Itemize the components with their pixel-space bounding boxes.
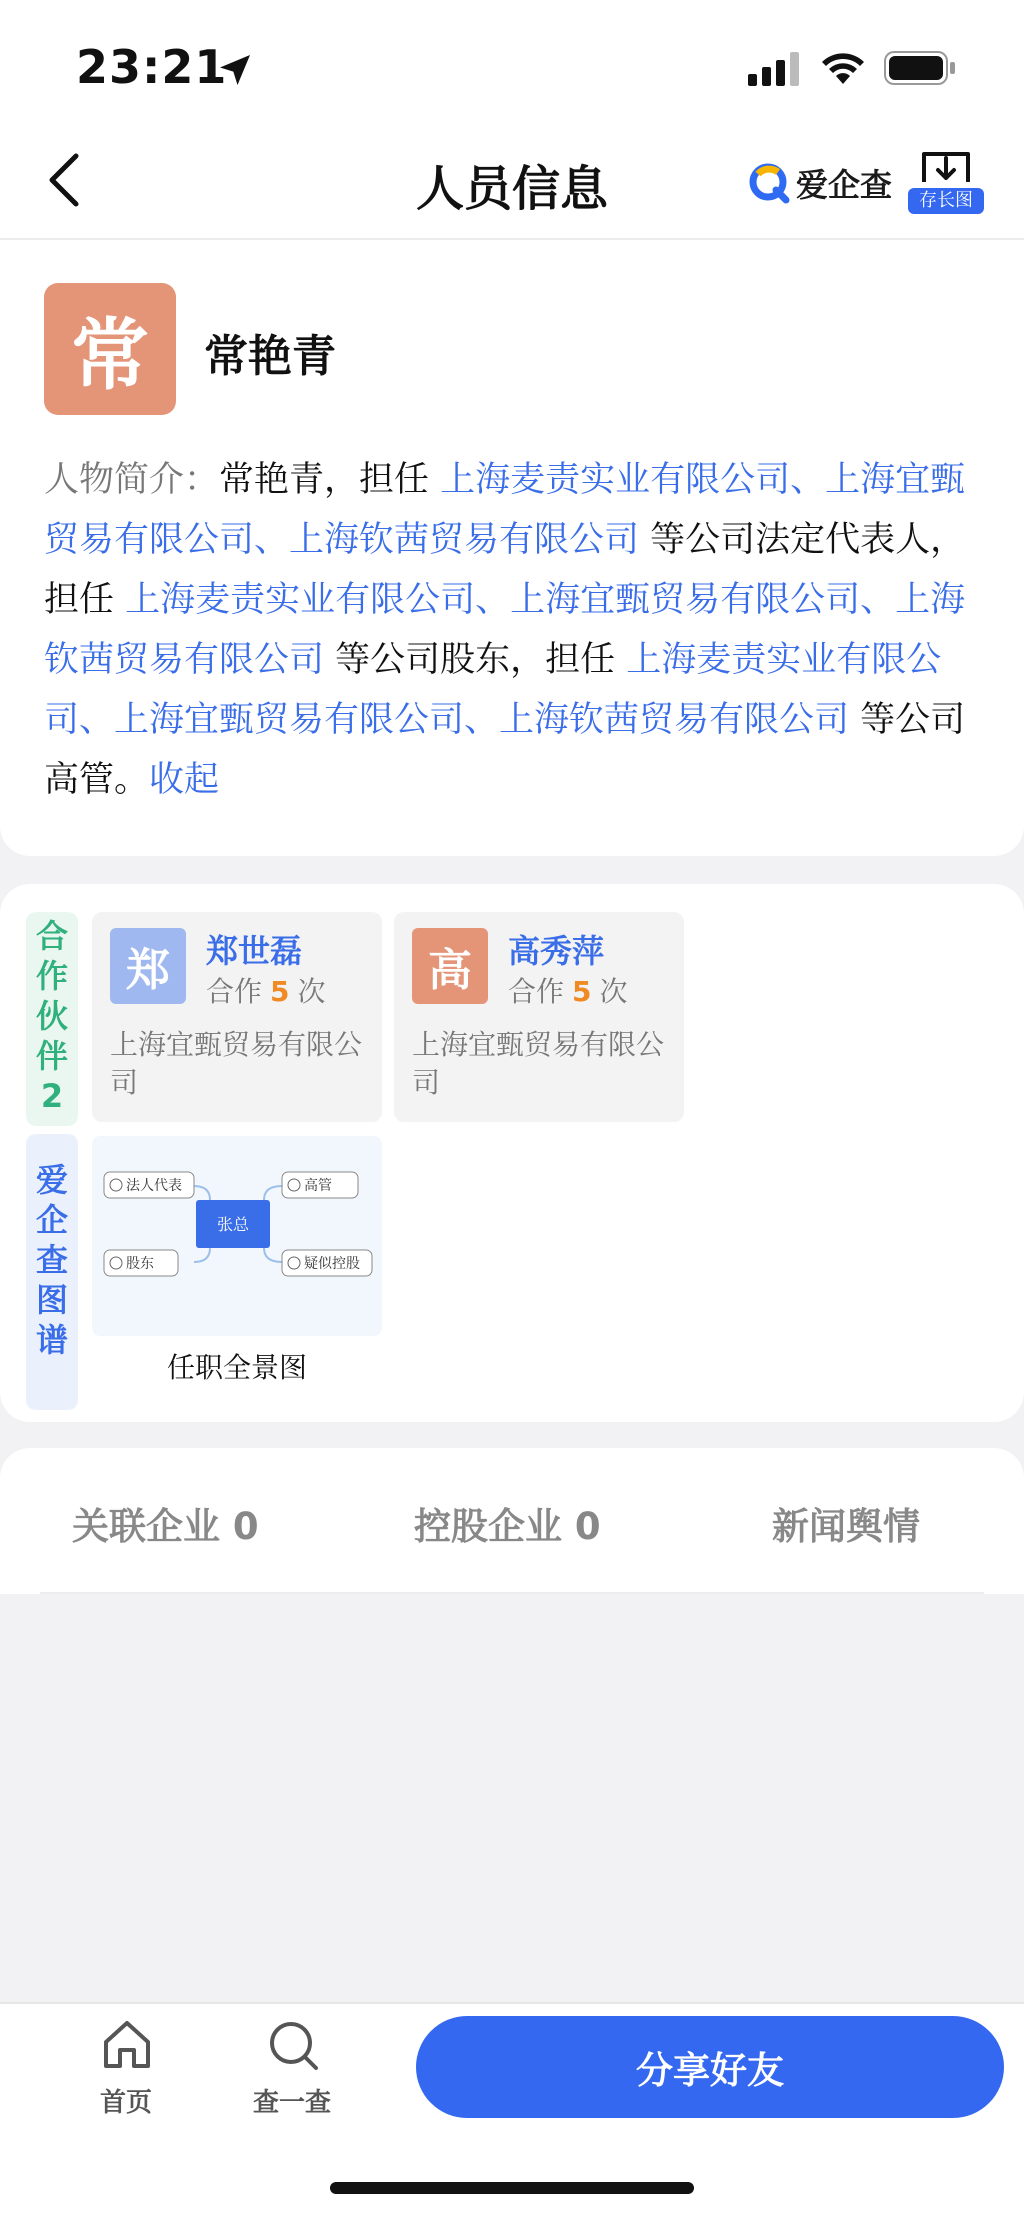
- side-tab-char: 2: [40, 1077, 64, 1115]
- person-avatar: 常: [44, 283, 176, 415]
- cellular-signal-icon: [748, 52, 800, 86]
- partner-coop-count: [508, 970, 628, 1010]
- nav-home-label[interactable]: 首页: [100, 2088, 153, 2118]
- partner-coop-count: [206, 970, 326, 1010]
- save-long-image-button[interactable]: 存长图: [908, 188, 984, 214]
- partner-name: 高秀萍: [508, 932, 605, 970]
- aiqicha-q-icon: [748, 162, 790, 204]
- tab-news[interactable]: 新闻舆情: [772, 1505, 920, 1548]
- share-button[interactable]: 分享好友: [416, 2016, 1004, 2118]
- side-tab-char: 作: [35, 957, 68, 995]
- partner-card[interactable]: [394, 912, 684, 1122]
- graph-node-label: 高管: [304, 1178, 332, 1194]
- partners-side-tab[interactable]: [26, 912, 78, 1126]
- home-icon[interactable]: [98, 2016, 156, 2074]
- bio-link-executive[interactable]: 上海麦责实业有限公司、上海宜甄贸易有限公司、上海钦茜贸易有限公司: [44, 640, 942, 740]
- side-tab-char: 爱: [35, 1161, 68, 1199]
- coop-number: 5: [572, 975, 592, 1008]
- partner-avatar: 郑: [110, 928, 186, 1004]
- collapse-link[interactable]: 收起: [149, 760, 220, 800]
- bio-text: 等公司股东，担任: [324, 640, 627, 680]
- side-tab-char: 伙: [35, 997, 68, 1035]
- bio-link-shareholder[interactable]: 上海麦责实业有限公司、上海宜甄贸易有限公司、上海钦茜贸易有限公司: [44, 580, 966, 680]
- bio-text: 等公司高管。: [44, 700, 966, 800]
- coop-prefix: 合作: [206, 975, 263, 1008]
- location-arrow-icon: [215, 50, 255, 90]
- partner-company: 上海宜甄贸易有限公司: [110, 1028, 363, 1099]
- bio-text: 常艳青，担任: [219, 460, 441, 500]
- partner-card[interactable]: [92, 912, 382, 1122]
- tab-holding-companies[interactable]: 控股企业 0: [414, 1505, 601, 1548]
- search-icon[interactable]: [264, 2016, 322, 2074]
- graph-node-label: 股东: [126, 1256, 154, 1272]
- graph-label[interactable]: 任职全景图: [166, 1351, 307, 1384]
- graph-node-label: 疑似控股: [304, 1256, 360, 1272]
- tabs-divider: [40, 1592, 984, 1594]
- graph-node-label: 法人代表: [126, 1178, 182, 1194]
- coop-suffix: 次: [599, 975, 628, 1008]
- graph-side-tab[interactable]: [26, 1134, 78, 1410]
- aiqicha-brand-text: 爱企查: [796, 166, 893, 204]
- nav-search-label[interactable]: 查一查: [253, 2088, 332, 2118]
- coop-number: 5: [270, 975, 290, 1008]
- bio-label: 人物简介：: [44, 460, 220, 500]
- side-tab-char: 谱: [35, 1321, 68, 1359]
- home-indicator: [330, 2182, 694, 2194]
- coop-suffix: 次: [297, 975, 326, 1008]
- bio-link-legal-rep[interactable]: 上海麦责实业有限公司、上海宜甄贸易有限公司、上海钦茜贸易有限公司: [44, 460, 966, 560]
- page-title: 人员信息: [415, 161, 608, 217]
- coop-prefix: 合作: [508, 975, 565, 1008]
- partner-company: 上海宜甄贸易有限公司: [412, 1028, 665, 1099]
- aiqicha-logo: [748, 158, 892, 208]
- partner-avatar: 高: [412, 928, 488, 1004]
- side-tab-char: 查: [35, 1241, 68, 1279]
- person-name: 常艳青: [204, 331, 336, 382]
- employment-graph-thumbnail[interactable]: [92, 1136, 382, 1336]
- wifi-icon: [820, 50, 866, 86]
- side-tab-char: 合: [35, 917, 68, 955]
- side-tab-char: 图: [35, 1281, 68, 1319]
- person-bio: [44, 450, 974, 810]
- graph-center-label: 张总: [216, 1215, 250, 1234]
- partner-name: 郑世磊: [206, 932, 303, 970]
- bio-text: 等公司法定代表人，担任: [44, 520, 966, 620]
- side-tab-char: 企: [35, 1201, 68, 1239]
- battery-icon: [884, 50, 956, 86]
- tab-related-companies[interactable]: 关联企业 0: [72, 1505, 259, 1548]
- side-tab-char: 伴: [35, 1037, 68, 1075]
- status-time: 23:21: [76, 40, 228, 94]
